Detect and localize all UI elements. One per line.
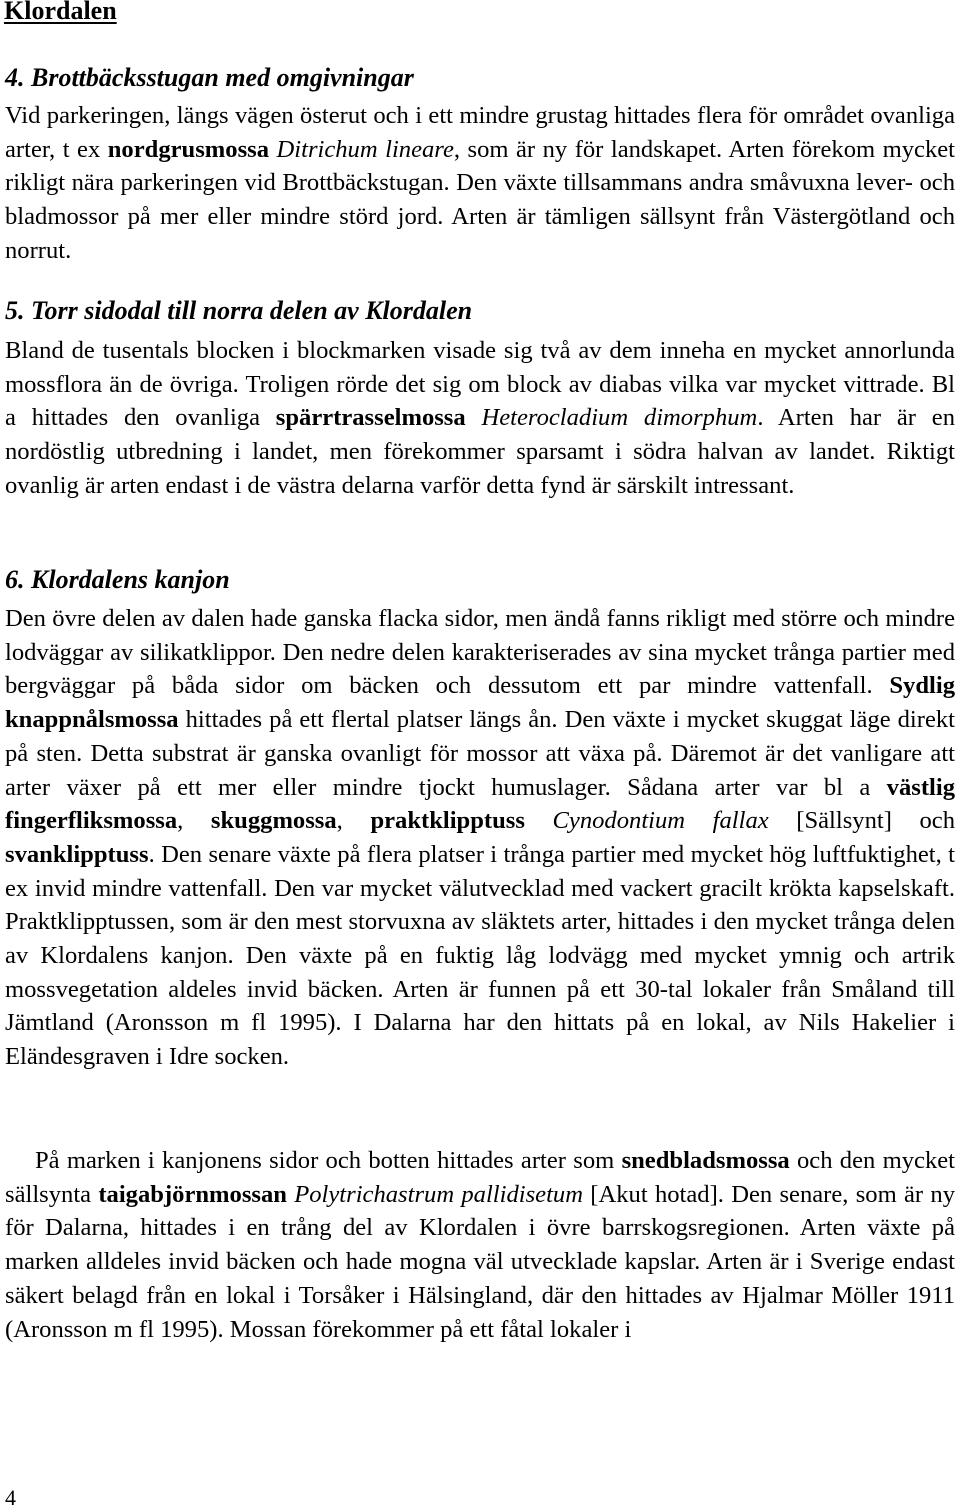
species-name-swedish: taigabjörnmossan [98,1180,287,1208]
text-run: Den övre delen av dalen hade ganska flacka sidor, men ändå fanns rikligt med större och mindre lodväggar av silikatklippor. Den nedre delen karakteriserades av sina mycket trånga partier med bergväggar på båda sidor om bäcken och dessutom ett par mindre vattenfall. [5,605,955,700]
section-4-paragraph [5,99,955,268]
section-5-paragraph [5,334,955,503]
species-name-swedish: snedbladsmossa [621,1147,790,1174]
text-run [269,136,277,163]
text-run: Vid parkeringen, längs vägen österut och i ett mindre grustag hittades flera för området ovanliga arter, t ex [5,102,955,163]
document-title: Klordalen [4,0,117,25]
text-run: hittades på ett flertal platser längs ån. Den växte i mycket skuggat läge direkt på sten. Detta substrat är ganska ovanligt för mossor att växa på. Däremot är det vanligare att arter växer på ett mer eller mindre tjockt humuslager. Sådana arter var bl a [5,706,955,801]
text-run: [Sällsynt] och [768,807,956,835]
text-run: [Akut hotad]. Den senare, som är ny för Dalarna, hittades i en trång del av Klordalen i övre barrskogsregionen. Arten växte på marken alldeles invid bäcken och hade mogna väl utvecklade kapslar. Arten är i Sverige endast säkert belagd från en lokal i Torsåker i Hälsingland, där den hittades av Hjalmar Möller 1911 (Aronsson m fl 1995). Mossan förekommer på ett fåtal lokaler i [5,1180,955,1343]
species-name-latin: Cynodontium fallax [552,807,769,835]
text-run: . Arten har är en nordöstlig utbredning i landet, men förekommer sparsamt i södra halvan av landet. Riktigt ovanlig är arten endast i de västra delarna varför detta fynd är särskilt intressant. [5,404,955,499]
text-run: På marken i kanjonens sidor och botten hittades arter som [35,1147,622,1174]
text-run [525,807,553,834]
species-name-swedish: praktklipptuss [370,807,525,835]
species-name-swedish: svanklipptuss [5,840,149,868]
section-6-paragraph-2 [5,1144,955,1346]
text-run: , [177,807,211,835]
section-heading-5: 5. Torr sidodal till norra delen av Klordalen [5,296,473,325]
text-run: och den mycket sällsynta [5,1147,955,1208]
species-name-latin: Ditrichum lineare [276,135,454,163]
section-heading-4: 4. Brottbäcksstugan med omgivningar [5,63,414,92]
species-name-swedish: skuggmossa [210,807,337,835]
text-run: . Den senare växte på flera platser i trånga partier med mycket hög luftfuktighet, t ex invid mindre vattenfall. Den var mycket välutvecklad med vackert gracilt krökta kapselskaft. Praktklipptussen, som är den mest storvuxna av släktets arter, hittades i den mycket trånga delen av Klordalens kanjon. Den växte på en fuktig låg lodvägg med mycket ymnig och artrik mossvegetation aldeles invid bäcken. Arten är funnen på ett 30-tal lokaler från Småland till Jämtland (Aronsson m fl 1995). I Dalarna har den hittats på en lokal, av Nils Hakelier i Eländesgraven i Idre socken. [5,840,955,1071]
text-run: Bland de tusentals blocken i blockmarken visade sig två av dem inneha en mycket annorlunda mossflora än de övriga. Troligen rörde det sig om block av diabas vilka var mycket vittrade. Bl a hittades den ovanliga [5,337,955,432]
species-name-swedish: spärrtrasselmossa [275,404,466,432]
species-name-swedish: västlig fingerfliksmossa [5,773,955,835]
text-run: , [336,807,371,835]
page-number: 4 [5,1485,16,1510]
text-run [466,404,482,431]
section-heading-6: 6. Klordalens kanjon [5,565,230,594]
section-6-paragraph-1 [5,602,955,1074]
species-name-latin: Polytrichastrum pallidisetum [294,1180,583,1208]
text-run: , som är ny för landskapet. Arten förekom mycket rikligt nära parkeringen vid Brottbäckstugan. Den växte tillsammans andra småvuxna lever- och bladmossor på mer eller mindre störd jord. Arten är tämligen sällsynt från Västergötland och norrut. [5,135,956,264]
species-name-latin: Heterocladium dimorphum [481,404,758,432]
species-name-swedish: nordgrusmossa [107,135,270,163]
species-name-swedish: Sydlig knappnålsmossa [5,672,955,734]
